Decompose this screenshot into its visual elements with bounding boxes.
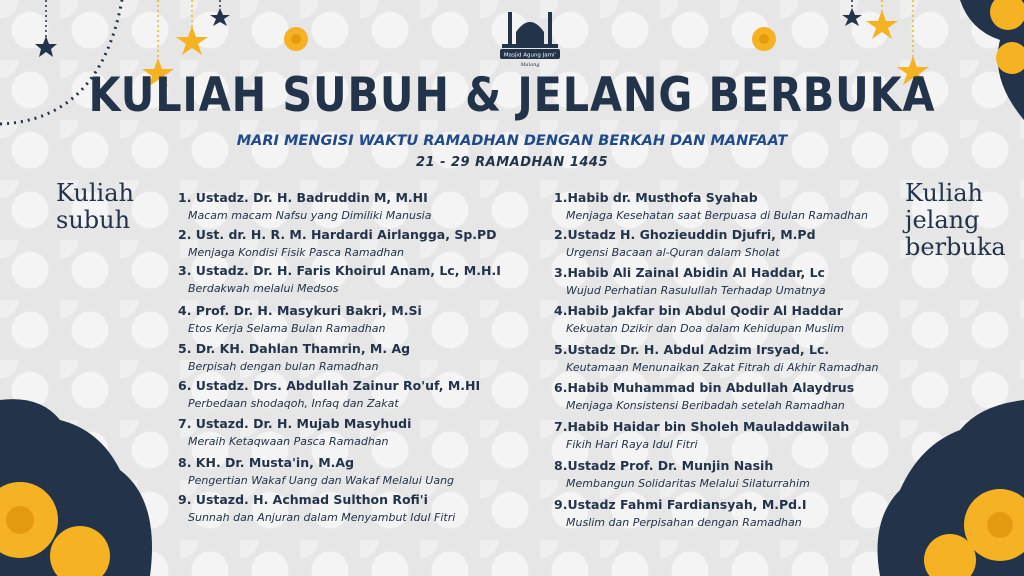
list-item bbox=[178, 455, 454, 487]
speaker-name: 7.Habib Haidar bin Sholeh Mauladdawilah bbox=[554, 419, 850, 434]
label-kuliah-berbuka: Kuliah jelang berbuka bbox=[905, 179, 1006, 261]
list-item bbox=[554, 265, 826, 297]
lecture-topic: Fikih Hari Raya Idul Fitri bbox=[566, 438, 698, 451]
lecture-topic: Kekuatan Dzikir dan Doa dalam Kehidupan Muslim bbox=[566, 322, 845, 335]
page-subtitle: MARI MENGISI WAKTU RAMADHAN DENGAN BERKAH DAN MANFAAT bbox=[236, 133, 788, 149]
logo-caption: Masjid Agung Jami' bbox=[503, 52, 557, 59]
speaker-name: 5. Dr. KH. Dahlan Thamrin, M. Ag bbox=[178, 341, 411, 356]
list-item bbox=[178, 341, 410, 373]
speaker-name: 3.Habib Ali Zainal Abidin Al Haddar, Lc bbox=[554, 265, 825, 280]
lecture-topic: Berdakwah melalui Medsos bbox=[188, 282, 339, 295]
speaker-name: 8.Ustadz Prof. Dr. Munjin Nasih bbox=[554, 458, 774, 473]
speaker-name: 4. Prof. Dr. H. Masykuri Bakri, M.Si bbox=[178, 303, 422, 318]
speaker-name: 6.Habib Muhammad bin Abdullah Alaydrus bbox=[554, 380, 855, 395]
list-item bbox=[554, 380, 854, 412]
list-item bbox=[554, 227, 816, 259]
list-item bbox=[554, 497, 807, 529]
lecture-topic: Menjaga Konsistensi Beribadah setelah Ramadhan bbox=[566, 399, 845, 412]
page-title: KULIAH SUBUH & JELANG BERBUKA bbox=[88, 68, 936, 123]
list-item bbox=[178, 303, 422, 335]
lecture-topic: Sunnah dan Anjuran dalam Menyambut Idul Fitri bbox=[188, 511, 456, 524]
lecture-topic: Menjaga Kondisi Fisik Pasca Ramadhan bbox=[188, 246, 405, 259]
mosque-logo bbox=[498, 8, 562, 68]
speaker-name: 7. Ustazd. Dr. H. Mujab Masyhudi bbox=[178, 416, 412, 431]
lecture-topic: Muslim dan Perpisahan dengan Ramadhan bbox=[566, 516, 802, 529]
list-item bbox=[178, 492, 455, 524]
speaker-name: 1.Habib dr. Musthofa Syahab bbox=[554, 190, 758, 205]
lecture-topic: Keutamaan Menunaikan Zakat Fitrah di Akhir Ramadhan bbox=[566, 361, 879, 374]
lecture-topic: Pengertian Wakaf Uang dan Wakaf Melalui Uang bbox=[188, 474, 455, 487]
list-item bbox=[178, 263, 501, 295]
list-item bbox=[554, 419, 849, 451]
list-item bbox=[554, 458, 810, 490]
speaker-name: 2. Ust. dr. H. R. M. Hardardi Airlangga, Sp.PD bbox=[178, 227, 497, 242]
list-item bbox=[178, 378, 480, 410]
list-item bbox=[178, 190, 431, 222]
lecture-topic: Etos Kerja Selama Bulan Ramadhan bbox=[188, 322, 386, 335]
star-icon bbox=[35, 36, 57, 57]
star-icon bbox=[210, 8, 230, 26]
lecture-topic: Macam macam Nafsu yang Dimiliki Manusia bbox=[188, 209, 432, 222]
speaker-name: 8. KH. Dr. Musta'in, M.Ag bbox=[178, 455, 355, 470]
lecture-topic: Berpisah dengan bulan Ramadhan bbox=[188, 360, 379, 373]
lecture-topic: Meraih Ketaqwaan Pasca Ramadhan bbox=[188, 435, 389, 448]
star-icon bbox=[866, 10, 898, 39]
speaker-name: 3. Ustadz. Dr. H. Faris Khoirul Anam, Lc, M.H.I bbox=[178, 263, 501, 278]
lecture-topic: Urgensi Bacaan al-Quran dalam Sholat bbox=[566, 246, 780, 259]
speaker-name: 6. Ustadz. Drs. Abdullah Zainur Ro'uf, M.HI bbox=[178, 378, 481, 393]
lecture-topic: Membangun Solidaritas Melalui Silaturrahim bbox=[566, 477, 810, 490]
speaker-name: 1. Ustadz. Dr. H. Badruddin M, M.HI bbox=[178, 190, 428, 205]
lecture-topic: Menjaga Kesehatan saat Berpuasa di Bulan Ramadhan bbox=[566, 209, 868, 222]
list-item bbox=[554, 190, 868, 222]
list-item bbox=[554, 303, 844, 335]
list-item bbox=[554, 342, 878, 374]
lecture-topic: Perbedaan shodaqoh, Infaq dan Zakat bbox=[188, 397, 399, 410]
speaker-name: 4.Habib Jakfar bin Abdul Qodir Al Haddar bbox=[554, 303, 843, 318]
speaker-name: 5.Ustadz Dr. H. Abdul Adzim Irsyad, Lc. bbox=[554, 342, 830, 357]
speaker-name: 9. Ustazd. H. Achmad Sulthon Rofi'i bbox=[178, 492, 428, 507]
list-item bbox=[178, 227, 497, 259]
label-kuliah-subuh: Kuliah subuh bbox=[56, 179, 134, 234]
star-icon bbox=[176, 26, 208, 55]
logo-subcaption: Malang bbox=[520, 62, 540, 68]
list-item bbox=[178, 416, 411, 448]
event-dates: 21 - 29 RAMADHAN 1445 bbox=[415, 155, 609, 170]
speaker-name: 9.Ustadz Fahmi Fardiansyah, M.Pd.I bbox=[554, 497, 807, 512]
lecture-topic: Wujud Perhatian Rasulullah Terhadap Umatnya bbox=[566, 284, 826, 297]
speaker-name: 2.Ustadz H. Ghozieuddin Djufri, M.Pd bbox=[554, 227, 816, 242]
star-icon bbox=[842, 8, 862, 26]
